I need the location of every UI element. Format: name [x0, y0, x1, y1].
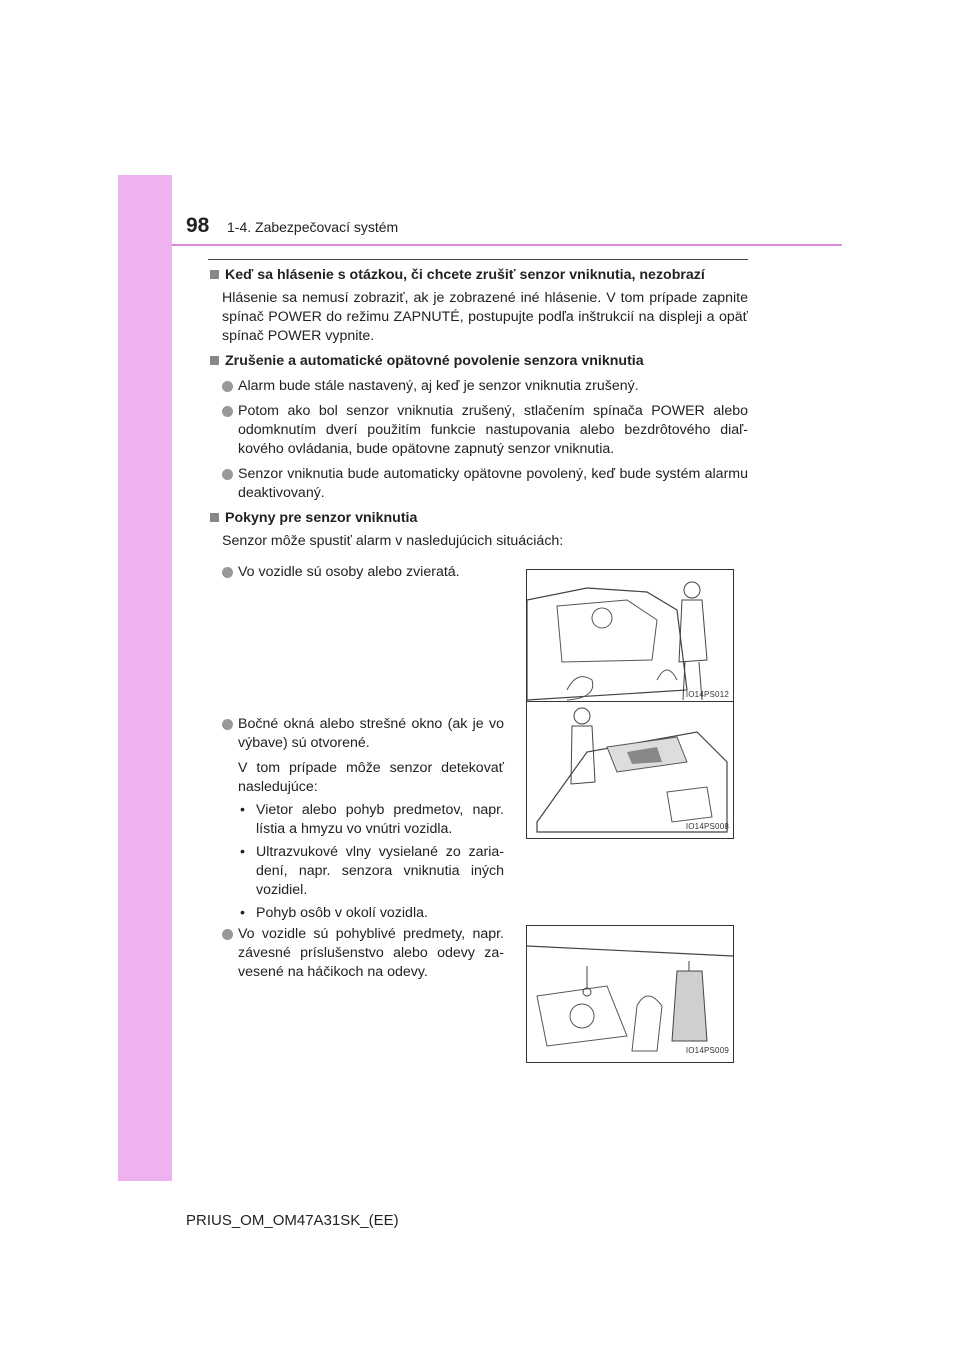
bullet-dot-icon: [222, 719, 233, 730]
sub-item: • Pohyb osôb v okolí vozidla.: [240, 905, 428, 921]
bullet-item: Senzor vniknutia bude automaticky opätovne povolený, keď bude systém alarmu deaktivovaný.: [222, 465, 748, 503]
square-marker-icon: [210, 270, 219, 279]
section-heading: Pokyny pre senzor vniknutia: [208, 509, 748, 528]
square-marker-icon: [210, 513, 219, 522]
figure-code: IO14PS009: [685, 1046, 729, 1055]
bullet-item: Bočné okná alebo strešné okno (ak je vo výbave) sú otvorené.: [222, 715, 504, 753]
paragraph: Senzor môže spustiť alarm v nasledujúcich situáciách:: [222, 533, 564, 549]
bullet-item: Potom ako bol senzor vniknutia zrušený, stlačením spínača POWER alebo odomknutím dverí použitím funkcie nastupovania alebo bezdrôtového diaľ-kového ovládania, bude opätovne zapnutý senzor vniknutia.: [222, 402, 748, 459]
illustration-person-in-car: [526, 569, 734, 707]
footer-doc-id: PRIUS_OM_OM47A31SK_(EE): [186, 1212, 399, 1229]
square-marker-icon: [210, 356, 219, 365]
paragraph: V tom prípade môže senzor detekovať nasledujúce:: [238, 760, 504, 795]
section-heading: Zrušenie a automatické opätovné povolenie senzora vniknutia: [208, 352, 748, 371]
bullet-item: Vo vozidle sú osoby alebo zvieratá.: [222, 563, 504, 582]
figure-code: IO14PS012: [685, 690, 729, 699]
bullet-dot-icon: [222, 381, 233, 392]
sub-item: • Vietor alebo pohyb predmetov, napr. lístia a hmyzu vo vnútri vozidla.: [240, 802, 504, 837]
item-row: [208, 563, 748, 713]
content: [208, 262, 748, 1075]
bullet-dot-icon: [222, 567, 233, 578]
bullet-dot-icon: [222, 469, 233, 480]
paragraph: Hlásenie sa nemusí zobraziť, ak je zobrazené iné hlásenie. V tom prípade zapnite spínač POWER do režimu ZAPNUTÉ, postupujte podľa inštrukcií na displeji a opäť spínač POWER vypnite.: [222, 290, 748, 344]
illustration-open-sunroof: [526, 701, 734, 839]
bullet-dot-icon: [222, 406, 233, 417]
sub-item: • Ultrazvukové vlny vysielané zo zaria-dení, napr. senzora vniknutia iných vozidiel.: [240, 844, 504, 898]
bullet-dot-icon: [222, 929, 233, 940]
illustration-hanging-clothes: [526, 925, 734, 1063]
side-color-band: [118, 175, 172, 1181]
chapter-title: 1-4. Zabezpečovací systém: [227, 219, 399, 235]
figure-code: IO14PS008: [685, 822, 729, 831]
bullet-item: Vo vozidle sú pohyblivé predmety, napr. závesné príslušenstvo alebo odevy za-vesené na háčikoch na odevy.: [222, 925, 504, 982]
item-row: [208, 715, 748, 921]
header-rule: [172, 244, 842, 246]
bullet-item: Alarm bude stále nastavený, aj keď je senzor vniknutia zrušený.: [222, 377, 748, 396]
section-heading: Keď sa hlásenie s otázkou, či chcete zrušiť senzor vniknutia, nezobrazí: [208, 266, 748, 285]
section-rule: [208, 259, 748, 260]
page-number: 98: [186, 214, 210, 237]
item-row: [208, 925, 748, 1075]
